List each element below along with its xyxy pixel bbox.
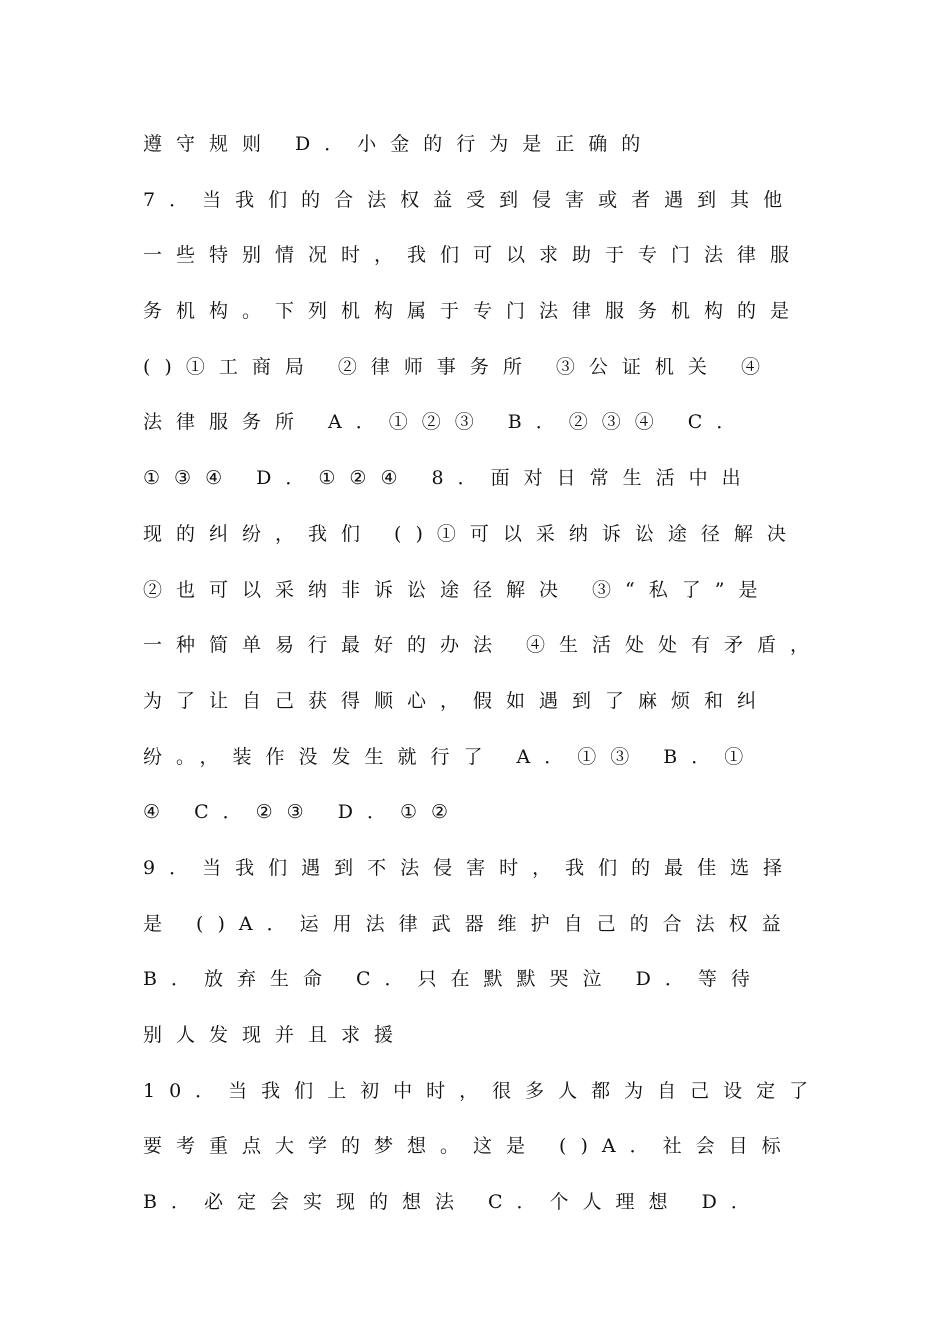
- text-line: B．放弃生命 C．只在默默哭泣 D．等待: [143, 968, 764, 991]
- text-line: 9．当我们遇到不法侵害时，我们的最佳选择: [143, 856, 797, 879]
- text-line: 要考重点大学的梦想。这是 ()A．社会目标: [143, 1135, 795, 1158]
- document-text: [143, 117, 843, 1231]
- text-line: 7．当我们的合法权益受到侵害或者遇到其他: [143, 188, 797, 211]
- text-line: ④ C．②③ D．①②: [143, 801, 463, 824]
- text-line: ①③④ D．①②④ 8．面对日常生活中出: [143, 467, 755, 490]
- text-line: 一些特别情况时，我们可以求助于专门法律服: [143, 244, 804, 267]
- text-line: 别人发现并且求援: [143, 1024, 408, 1046]
- text-line: 一种简单易行最好的办法 ④生活处处有矛盾，: [143, 634, 824, 657]
- text-line: B．必定会实现的想法 C．个人理想 D．: [143, 1191, 764, 1214]
- text-line: 是 ()A．运用法律武器维护自己的合法权益: [143, 912, 795, 935]
- text-line: 现的纠纷，我们 ()①可以采纳诉讼途径解决: [143, 522, 800, 545]
- text-line: 为了让自己获得顺心，假如遇到了麻烦和纠: [143, 689, 771, 712]
- text-line: ②也可以采纳非诉讼途径解决 ③“私了”是: [143, 578, 772, 601]
- text-line: 务机构。下列机构属于专门法律服务机构的是: [143, 300, 804, 323]
- text-line: ()①工商局 ②律师事务所 ③公证机关 ④: [143, 355, 774, 378]
- text-line: 10．当我们上初中时，很多人都为自己设定了: [143, 1079, 823, 1102]
- text-line: 遵守规则 D．小金的行为是正确的: [143, 133, 655, 155]
- text-line: 纷。，装作没发生就行了 A．①③ B．①: [143, 745, 758, 768]
- text-line: 法律服务所 A．①②③ B．②③④ C．: [143, 411, 750, 434]
